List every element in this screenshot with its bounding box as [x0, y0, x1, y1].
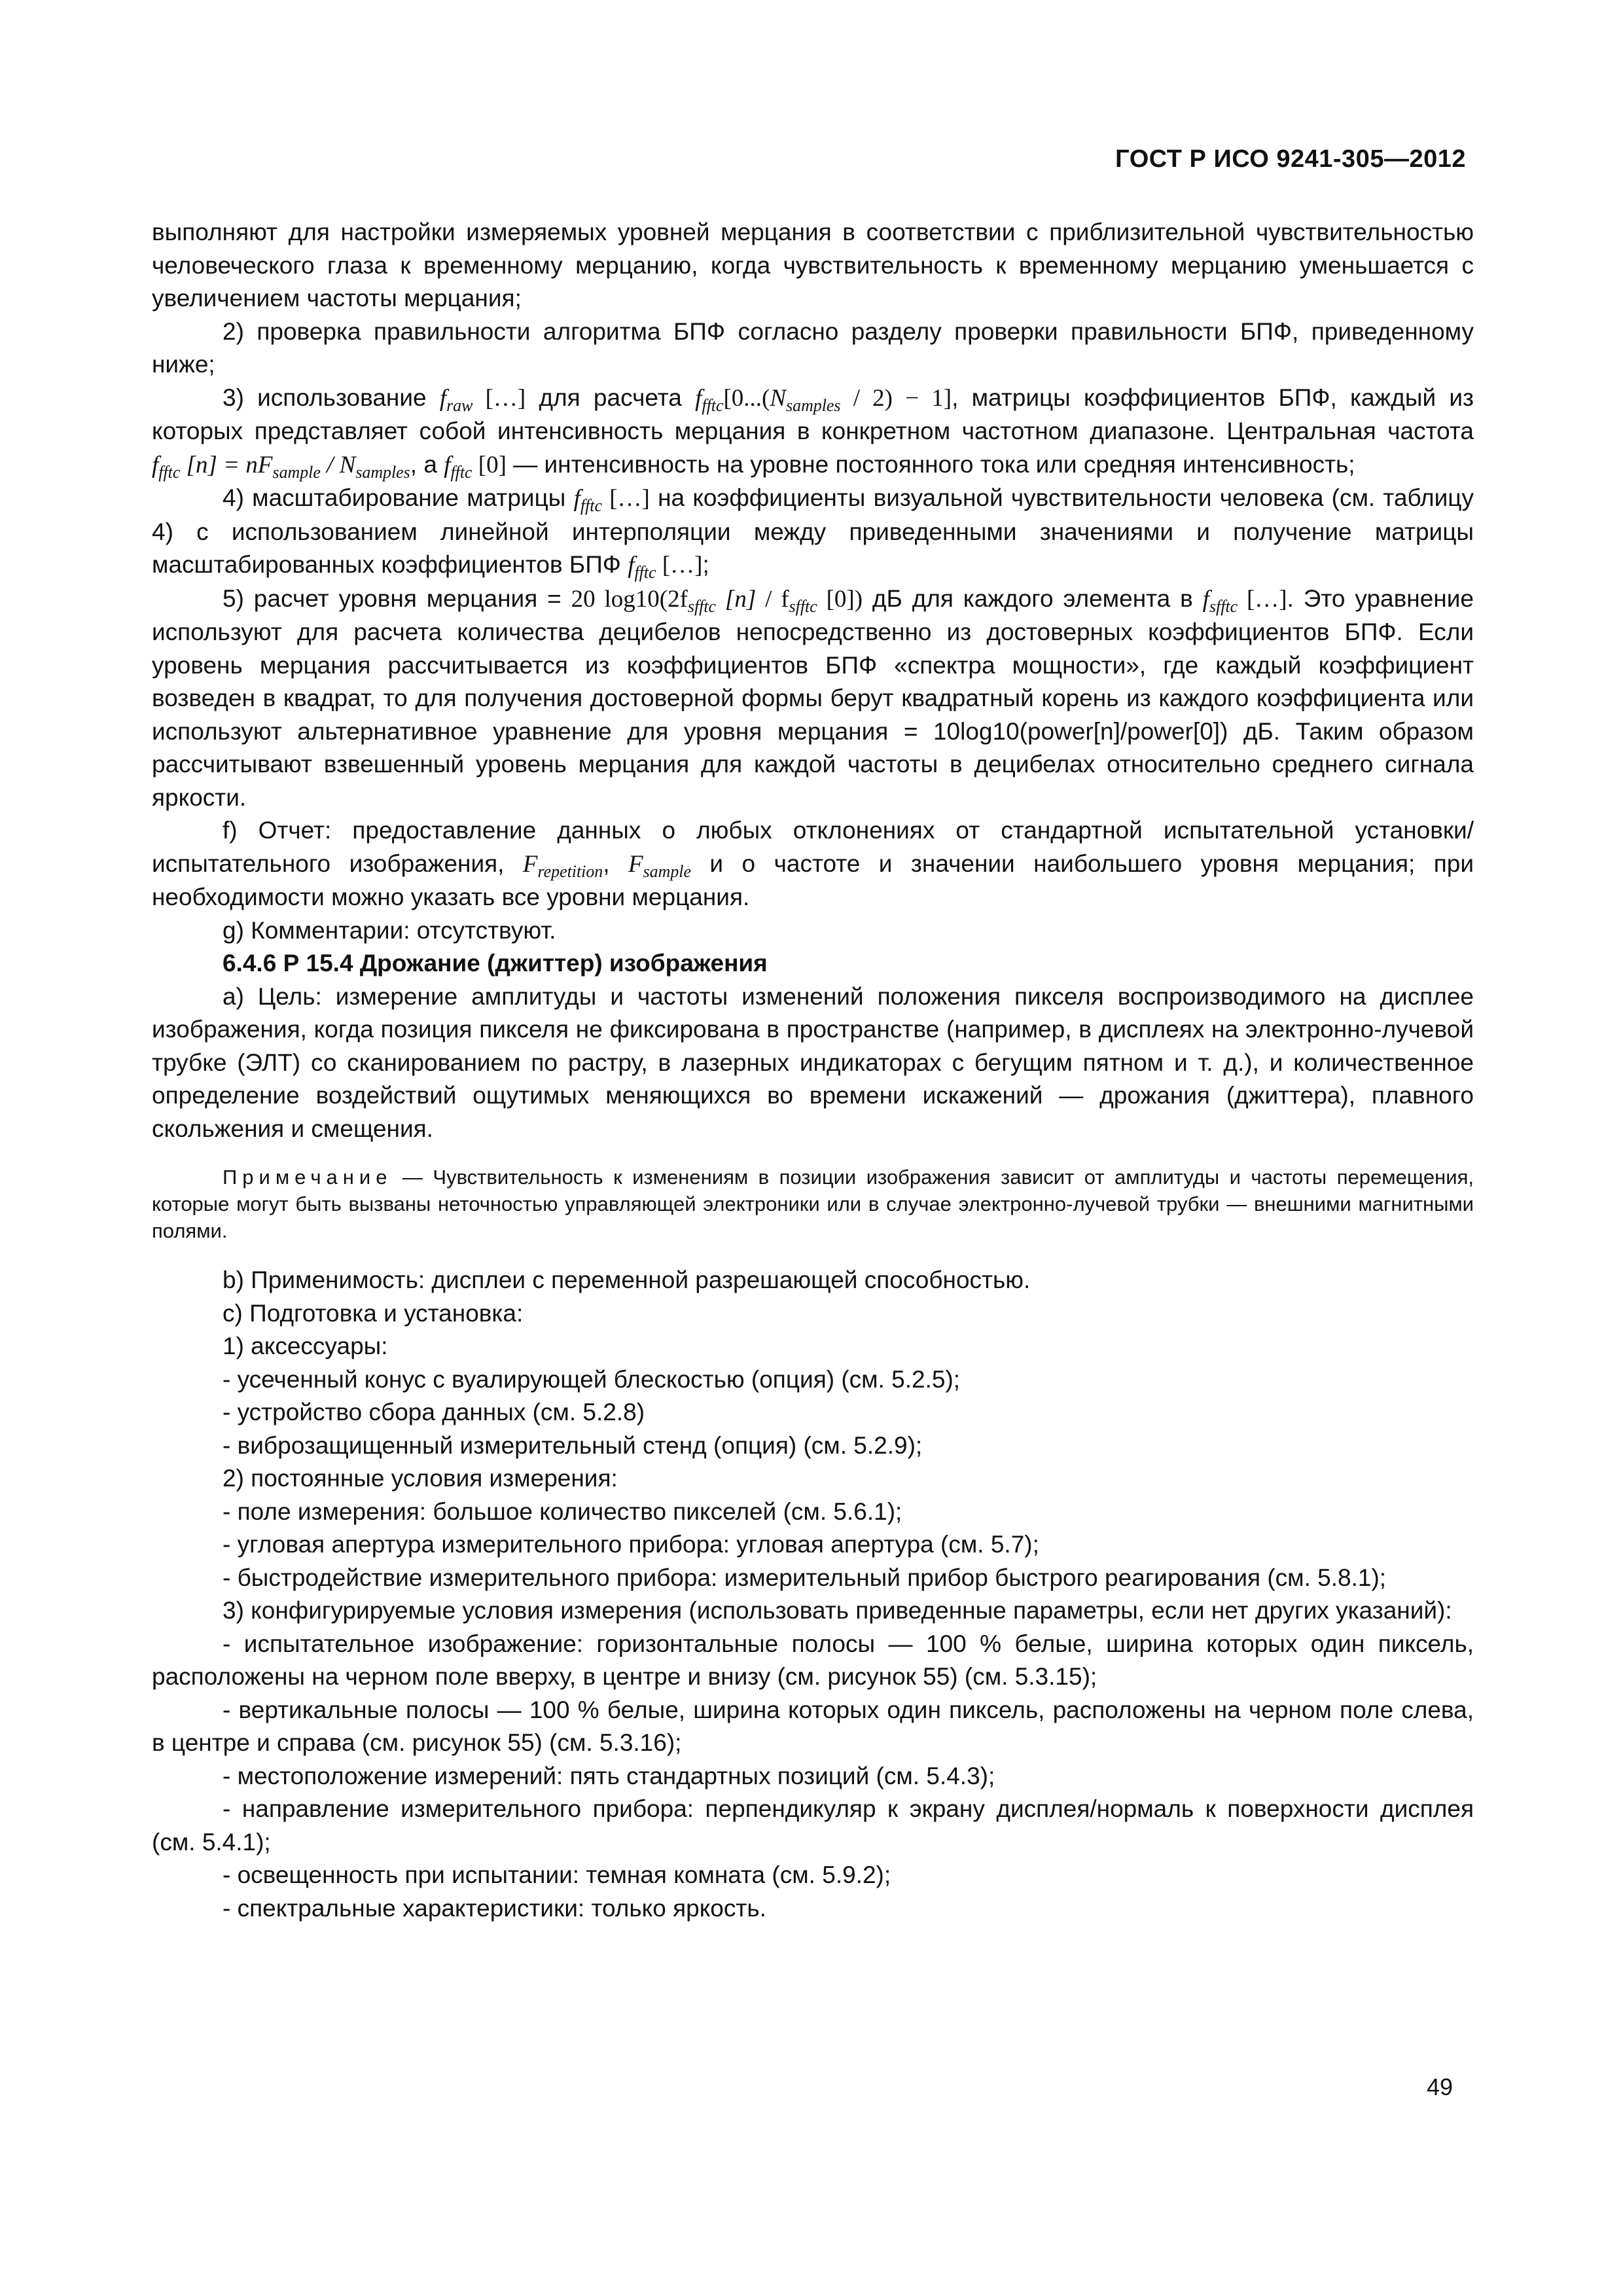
list-item: - угловая апертура измерительного прибора: угловая апертура (см. 5.7);: [223, 1531, 1039, 1558]
formula-f-fftc-range: $f_{fftc}[0...(N_{samples} / 2) - 1]$: [695, 384, 952, 415]
text-segment: — интенсивность на уровне постоянного тока или средняя интенсивность;: [506, 450, 1355, 478]
text-segment: ,: [603, 850, 628, 877]
text-segment: ;: [702, 551, 709, 578]
list-item: - усеченный конус с вуалирующей блескостью (опция) (см. 5.2.5);: [223, 1365, 961, 1393]
paragraph-purpose: а) Цель: измерение амплитуды и частоты изменений положения пикселя воспроизводимого на дисплее изображения, когда позиция пикселя не фиксирована в пространстве (например, в дисплеях на электронно-лучевой трубке (ЭЛТ) со сканированием по растру, в лазерных индикаторах с бегущим пятном и т. д.), и количественное определение воздействий ощутимых меняющихся во времени искажений — дрожания (джиттера), плавного скольжения и смещения.: [152, 982, 1474, 1142]
list-item: - направление измерительного прибора: перпендикуляр к экрану дисплея/нормаль к поверхности дисплея (см. 5.4.1);: [152, 1795, 1474, 1856]
paragraph-preparation: c) Подготовка и установка:: [223, 1299, 524, 1327]
text-segment: , а: [410, 450, 444, 478]
formula-f-raw: $f_{raw}$ […]: [439, 384, 526, 415]
list-item: - испытательное изображение: горизонтальные полосы — 100 % белые, ширина которых один пиксель, расположены на черном поле вверху, в центре и внизу (см. рисунок 55) (см. 5.3.15);: [152, 1630, 1474, 1690]
list-heading-configurable-conditions: 3) конфигурируемые условия измерения (использовать приведенные параметры, если нет других указаний):: [223, 1597, 1452, 1624]
section-heading: 6.4.6 Р 15.4 Дрожание (джиттер) изображения: [223, 950, 768, 977]
formula-f-fftc-matrix: $f_{fftc}$ […]: [573, 485, 650, 515]
note-label: Примечание: [223, 1166, 393, 1189]
text-segment: , матрицы коэффициентов БПФ, каждый из которых представляет собой интенсивность мерцания в конкретном частотном диапазоне. Центральная частота: [152, 384, 1474, 444]
document-header: ГОСТ Р ИСО 9241-305—2012: [1115, 145, 1466, 173]
text-segment: дБ для каждого элемента в: [863, 584, 1203, 612]
list-item: - местоположение измерений: пять стандартных позиций (см. 5.4.3);: [223, 1762, 995, 1789]
paragraph-item-2: 2) проверка правильности алгоритма БПФ согласно разделу проверки правильности БПФ, приведенному ниже;: [152, 317, 1474, 378]
text-segment: для расчета: [526, 384, 696, 411]
list-item: - вертикальные полосы — 100 % белые, ширина которых один пиксель, расположены на черном поле слева, в центре и справа (см. рисунок 55) (см. 5.3.16);: [152, 1696, 1474, 1756]
list-item: - спектральные характеристики: только яркость.: [223, 1894, 766, 1922]
text-segment: и о частоте и значении наибольшего уровня мерцания; при необходимости можно указать все уровни мерцания.: [152, 850, 1474, 910]
list-item: - виброзащищенный измерительный стенд (опция) (см. 5.2.9);: [223, 1431, 923, 1459]
text-segment: на коэффициенты визуальной чувствительности человека (см. таблицу 4) с использованием линейной интерполяции между приведенными значениями и получение матрицы масштабированных коэффициентов БПФ: [152, 484, 1474, 578]
formula-flicker-level: 20 $\log 10(2f_{sfftc}$ $[n] / f_{sfftc}$ [0]): [571, 585, 863, 616]
text-segment: 3) использование: [223, 384, 440, 411]
document-body: [152, 216, 1474, 1925]
formula-f-sfftc: $f_{sfftc}$ […]: [1202, 585, 1287, 616]
list-item: - быстродействие измерительного прибора: измерительный прибор быстрого реагирования (см. 5.8.1);: [223, 1564, 1387, 1591]
formula-f-fftc-zero: $f_{fftc}$ [0]: [444, 451, 507, 482]
note-block: [152, 1164, 1474, 1244]
list-item: - освещенность при испытании: темная комната (см. 5.9.2);: [223, 1861, 891, 1888]
paragraph-report: [152, 814, 1474, 914]
paragraph-comments: g) Комментарии: отсутствуют.: [223, 916, 556, 944]
list-item: - устройство сбора данных (см. 5.2.8): [223, 1399, 645, 1426]
page-number: 49: [1426, 2073, 1453, 2100]
formula-f-repetition: $F_{repetition}$: [522, 850, 603, 881]
paragraph-intro: выполняют для настройки измеряемых уровней мерцания в соответствии с приблизительной чувствительностью человеческого глаза к временному мерцанию, когда чувствительность к временному мерцанию уменьшается с увеличением частоты мерцания;: [152, 219, 1474, 312]
formula-f-sample: $F_{sample}$: [628, 850, 691, 881]
formula-center-frequency: $f_{fftc}$ $[n] = nF_{sample} / N_{samples}$: [152, 451, 410, 482]
text-segment: f) Отчет: предоставление данных о любых отклонениях от стандартной испытательной установки/испытательного изображения,: [152, 817, 1474, 877]
list-heading-constant-conditions: 2) постоянные условия измерения:: [223, 1465, 618, 1492]
text-segment: 4) масштабирование матрицы: [223, 484, 574, 511]
paragraph-applicability: b) Применимость: дисплеи с переменной разрешающей способностью.: [223, 1266, 1031, 1293]
paragraph-item-4: [152, 482, 1474, 583]
list-item: - поле измерения: большое количество пикселей (см. 5.6.1);: [223, 1498, 902, 1525]
text-segment: . Это уравнение используют для расчета количества децибелов непосредственно из достоверных коэффициентов БПФ. Если уровень мерцания рассчитывается из коэффициентов БПФ «спектра мощности», где каждый коэффициент возведен в квадрат, то для получения достоверной формы берут квадратный корень из каждого коэффициента или используют альтернативное уравнение для уровня мерцания = 10log10(power[n]/power[0]) дБ. Таким образом рассчитывают взвешенный уровень мерцания для каждой частоты в децибелах относительно среднего сигнала яркости.: [152, 584, 1474, 811]
list-heading-accessories: 1) аксессуары:: [223, 1333, 388, 1359]
formula-f-fftc-scaled: $f_{fftc}$ […]: [628, 552, 703, 582]
text-segment: 5) расчет уровня мерцания =: [223, 584, 571, 612]
paragraph-item-5: [152, 583, 1474, 815]
paragraph-item-3: [152, 382, 1474, 482]
note-text: — Чувствительность к изменениям в позиции изображения зависит от амплитуды и частоты перемещения, которые могут быть вызваны неточностью управляющей электроники или в случае электронно-лучевой трубки — внешними магнитными полями.: [152, 1166, 1474, 1242]
